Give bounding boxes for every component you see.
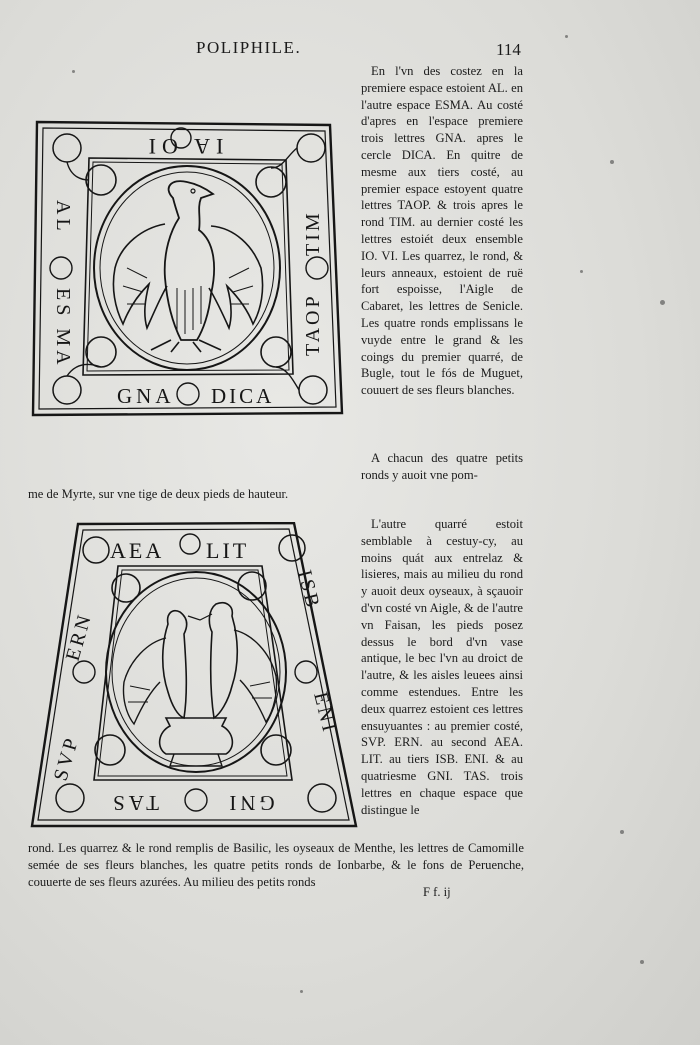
- emblem-2-right-letters-top: ISB: [293, 567, 325, 613]
- signature-mark: F f. ij: [423, 885, 451, 899]
- page-number: 114: [496, 40, 521, 59]
- text-column-lower: [361, 516, 523, 818]
- emblem-1-left-letters-top: AL: [52, 200, 74, 235]
- text-line-full-width: me de Myrte, sur vne tige de deux pieds de hauteur.: [28, 487, 289, 501]
- paragraph: L'autre quarré estoit semblable à cestuy-cy, au moins quát aux entrelaz & lisieres, mais au milieu du rond y auoit deux oyseaux, à sçauoir d'vn costé vn Aigle, & de l'autre vn Faisan, les pieds posez dessus le bord d'vn vase antique, le bec l'vn au droict de l'autre, & les aisles leuees ainsi comme estendues. Entre les deux quarrez estoient ces lettres ensuyuantes : au premier costé, SVP. ERN. au second AEA. LIT. au tiers ISB. ENI. & au quatriesme GNI. TAS. trois lettres en chaque espace que distingue le: [361, 517, 523, 817]
- emblem-eagle: [31, 118, 346, 418]
- emblem-1-bottom-letters-left: GNA: [117, 384, 175, 408]
- emblem-2-bottom-letters-left: TAS: [109, 791, 159, 815]
- foxing-spot: [620, 830, 624, 834]
- text-column-middle: [361, 450, 523, 484]
- emblem-2-left-letters-bottom: SVP: [49, 733, 84, 784]
- foxing-spot: [300, 990, 303, 993]
- emblem-2-top-letters-right: LIT: [206, 538, 250, 563]
- emblem-2-bottom-letters-right: GNI: [225, 791, 275, 815]
- text-block-full-width: rond. Les quarrez & le rond remplis de Basilic, les oyseaux de Menthe, les lettres de Camomille semée de ses fleurs blanches, les quatre petits ronds de Ionbarbe, & le fons de Peruenche, couuerte de ses fleurs azurées. Au milieu des petits ronds: [28, 841, 524, 889]
- text-column-upper: [361, 63, 523, 399]
- emblem-2-top-letters-left: AEA: [110, 538, 165, 563]
- emblem-1-bottom-letters-right: DICA: [211, 384, 275, 408]
- foxing-spot: [610, 160, 614, 164]
- foxing-spot: [660, 300, 665, 305]
- foxing-spot: [640, 960, 644, 964]
- emblem-2-left-letters-top: ERN: [61, 610, 97, 664]
- emblem-1-left-letters-bottom: ES MA: [52, 288, 74, 369]
- emblem-birds: [30, 522, 360, 830]
- emblem-2-right-letters-bottom: ENI: [309, 689, 341, 737]
- emblem-1-right-letters-top: TIM: [302, 210, 324, 256]
- foxing-spot: [580, 270, 583, 273]
- emblem-1-top-letters: IA OI: [142, 134, 224, 159]
- foxing-spot: [565, 35, 568, 38]
- running-head: POLIPHILE.: [196, 38, 302, 57]
- emblem-1-right-letters-bottom: TAOP: [302, 293, 324, 356]
- foxing-spot: [72, 70, 75, 73]
- paragraph: En l'vn des costez en la premiere espace estoient AL. en l'autre espace ESMA. Au costé d'apres en l'espace premiere trois lettres GNA. apres le cercle DICA. En quitre de mesme aux tiers costé, au premier espace estoyent quatre lettres TAOP. & trois apres le rond TIM. au dernier costé les lettres estoiét deux ensemble IO. VI. Les quarrez, le rond, & leurs anneaux, estoient de ruë fort espoisse, l'Aigle de Cabaret, les lettres de Senicle. Les quatre ronds emplissans le vuyde entre le grand & les coings du premier quarré, de Bugle, tout le fós de Muguet, couuert de ses fleurs blanches.: [361, 64, 523, 398]
- paragraph: A chacun des quatre petits ronds y auoit vne pom-: [361, 451, 523, 482]
